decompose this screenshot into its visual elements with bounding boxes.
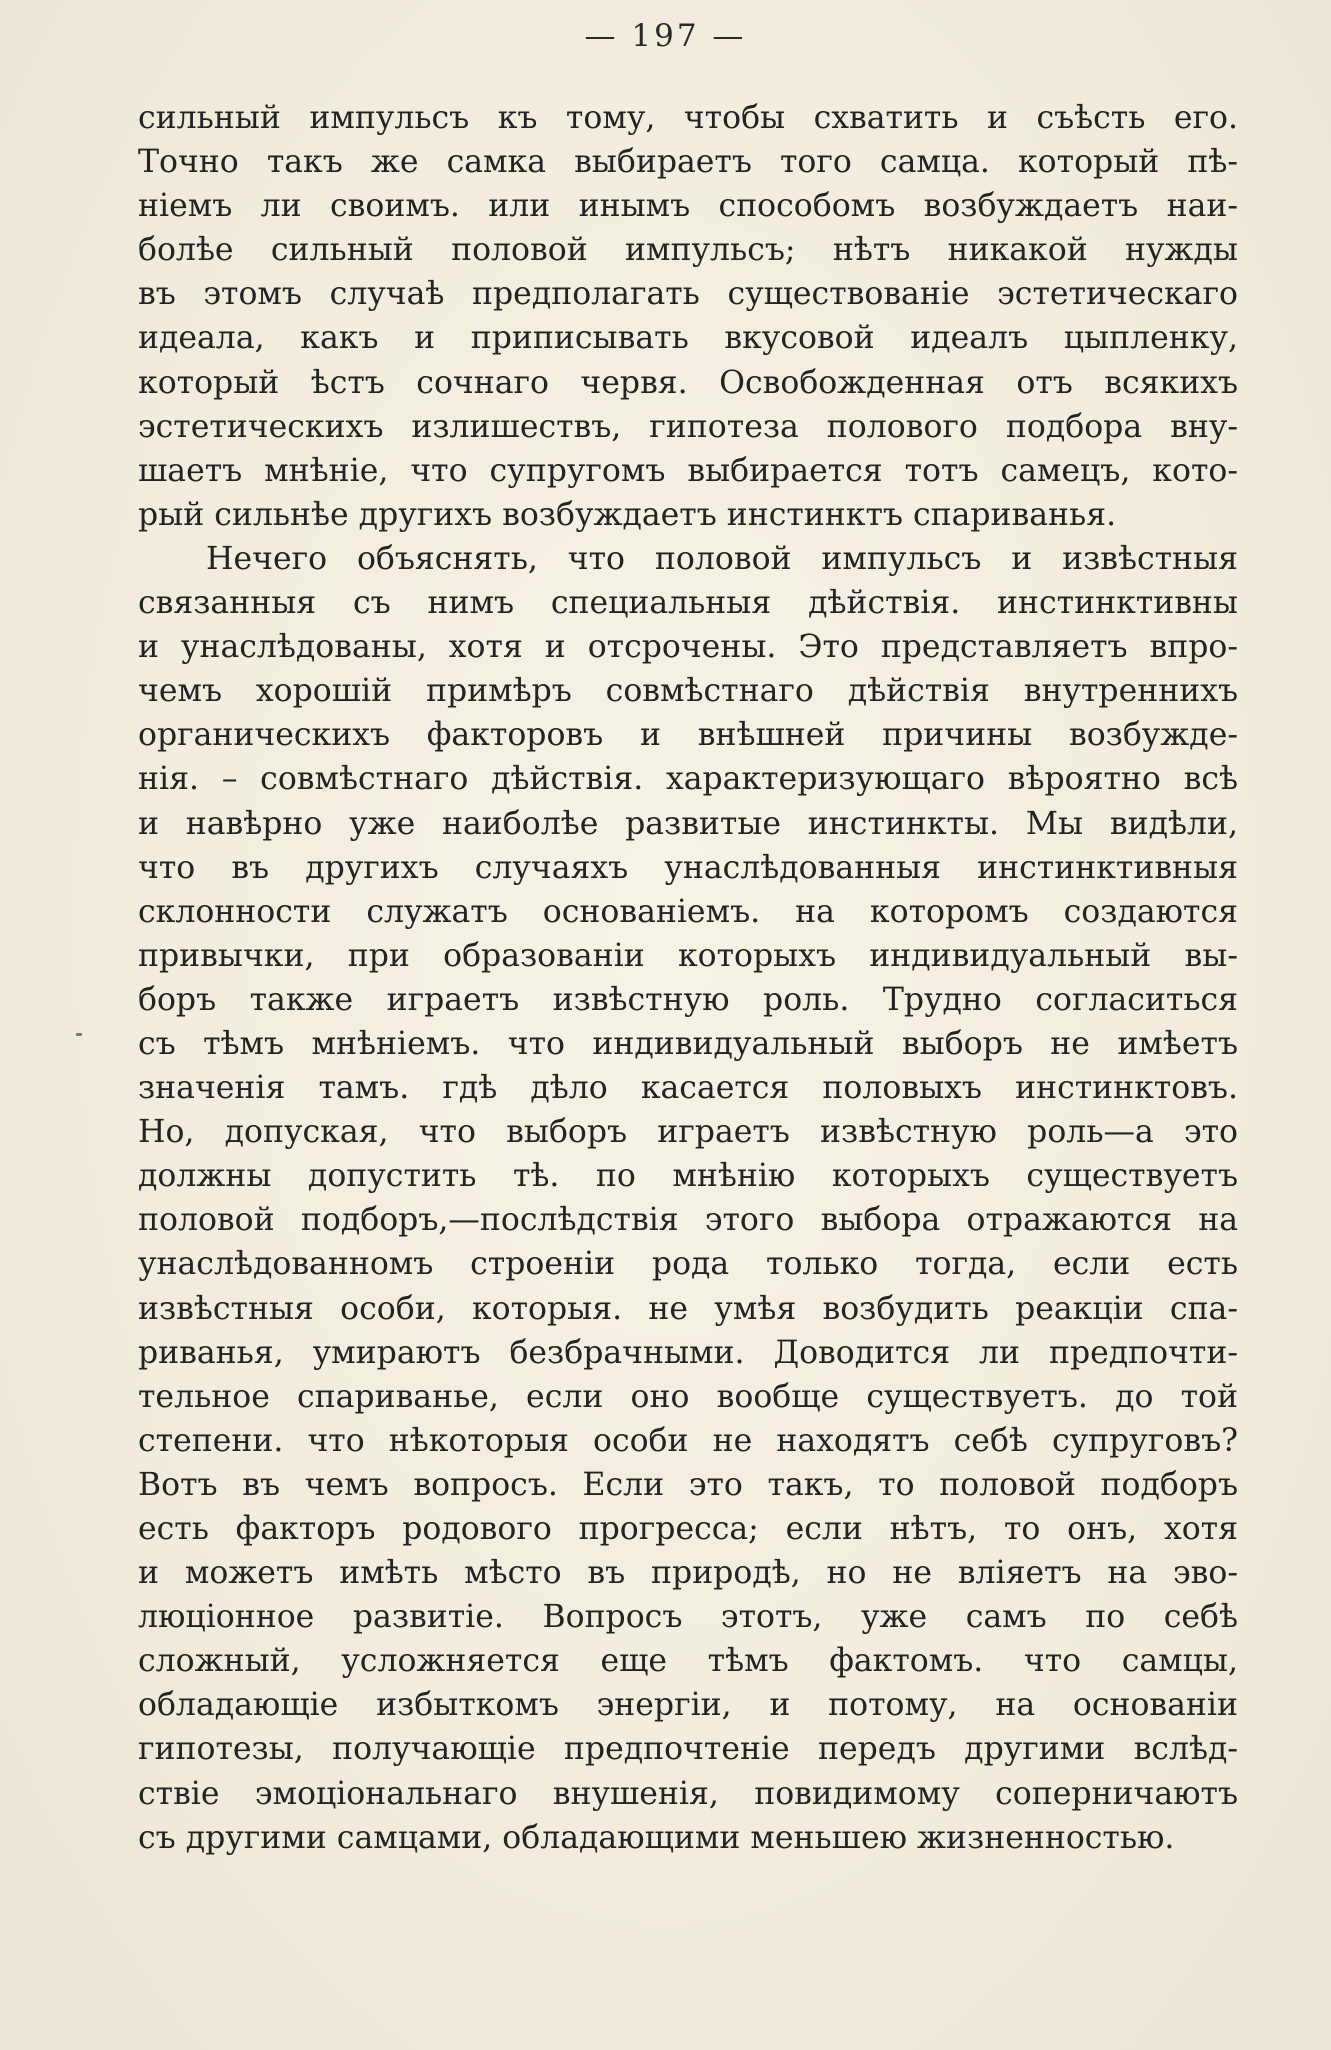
text-line: связанныя съ нимъ специальныя дѣйствія. инстинктивны <box>138 585 1238 622</box>
text-line: и навѣрно уже наиболѣе развитые инстинкты. Мы видѣли, <box>138 805 1238 842</box>
text-line: рый сильнѣе другихъ возбуждаетъ инстинктъ спариванья. <box>138 496 1117 533</box>
text-line: гипотезы, получающіе предпочтеніе передъ другими вслѣд- <box>138 1731 1238 1768</box>
page-body-text <box>138 96 1238 1860</box>
text-line: значенія тамъ. гдѣ дѣло касается половыхъ инстинктовъ. <box>138 1070 1238 1107</box>
text-line: чемъ хорошій примѣръ совмѣстнаго дѣйствія внутреннихъ <box>138 673 1238 710</box>
text-line: привычки, при образованіи которыхъ индивидуальный вы- <box>138 937 1238 974</box>
text-line: и унаслѣдованы, хотя и отсрочены. Это представляетъ впро- <box>138 629 1238 666</box>
page-number: — 197 — <box>584 18 747 54</box>
text-line: люціонное развитіе. Вопросъ этотъ, уже самъ по себѣ <box>138 1599 1238 1636</box>
text-line: Но, допуская, что выборъ играетъ извѣстную роль—а это <box>138 1114 1238 1151</box>
text-line: сильный импульсъ къ тому, чтобы схватить и съѣсть его. <box>138 100 1238 136</box>
text-line: ніемъ ли своимъ. или инымъ способомъ возбуждаетъ наи- <box>138 188 1238 225</box>
text-line: Нечего объяснять, что половой импульсъ и извѣстныя <box>206 540 1238 577</box>
text-line: тельное спариванье, если оно вообще существуетъ. до той <box>138 1378 1238 1415</box>
text-line: шаетъ мнѣніе, что супругомъ выбирается тотъ самецъ, кото- <box>138 452 1238 489</box>
text-line: съ другими самцами, обладающими меньшею жизненностью. <box>138 1819 1175 1856</box>
margin-mark <box>76 1033 82 1036</box>
text-line: нія. – совмѣстнаго дѣйствія. характеризующаго вѣроятно всѣ <box>138 761 1238 798</box>
text-line: сложный, усложняется еще тѣмъ фактомъ. что самцы, <box>138 1643 1238 1680</box>
text-line: и можетъ имѣть мѣсто въ природѣ, но не вліяетъ на эво- <box>138 1555 1238 1592</box>
text-line: болѣе сильный половой импульсъ; нѣтъ никакой нужды <box>138 232 1238 269</box>
text-line: риванья, умираютъ безбрачными. Доводится ли предпочти- <box>138 1334 1238 1371</box>
text-line: обладающіе избыткомъ энергіи, и потому, на основаніи <box>138 1687 1238 1724</box>
text-line: степени. что нѣкоторыя особи не находятъ себѣ супруговъ? <box>138 1422 1238 1459</box>
text-line: въ этомъ случаѣ предполагать существованіе эстетическаго <box>138 276 1238 313</box>
text-line: ствіе эмоціональнаго внушенія, повидимому соперничаютъ <box>138 1775 1238 1812</box>
text-line: эстетическихъ излишествъ, гипотеза полового подбора вну- <box>138 408 1238 445</box>
text-line: Точно такъ же самка выбираетъ того самца. который пѣ- <box>138 144 1238 181</box>
text-line: извѣстныя особи, которыя. не умѣя возбудить реакціи спа- <box>138 1290 1238 1327</box>
text-line: есть факторъ родового прогресса; если нѣтъ, то онъ, хотя <box>138 1511 1238 1547</box>
text-line: унаслѣдованномъ строеніи рода только тогда, если есть <box>138 1246 1238 1283</box>
text-line: Вотъ въ чемъ вопросъ. Если это такъ, то половой подборъ <box>138 1466 1238 1503</box>
text-line: склонности служатъ основаніемъ. на которомъ создаются <box>138 893 1238 930</box>
text-line: половой подборъ,—послѣдствія этого выбора отражаются на <box>138 1202 1238 1239</box>
text-line: боръ также играетъ извѣстную роль. Трудно согласиться <box>138 981 1238 1018</box>
text-line: что въ другихъ случаяхъ унаслѣдованныя инстинктивныя <box>138 849 1238 886</box>
text-line: идеала, какъ и приписывать вкусовой идеалъ цыпленку, <box>138 320 1238 357</box>
text-line: который ѣстъ сочнаго червя. Освобожденная отъ всякихъ <box>138 364 1238 401</box>
text-line: съ тѣмъ мнѣніемъ. что индивидуальный выборъ не имѣетъ <box>138 1025 1238 1062</box>
text-line: должны допустить тѣ. по мнѣнію которыхъ существуетъ <box>138 1158 1238 1195</box>
text-line: органическихъ факторовъ и внѣшней причины возбужде- <box>138 717 1238 754</box>
